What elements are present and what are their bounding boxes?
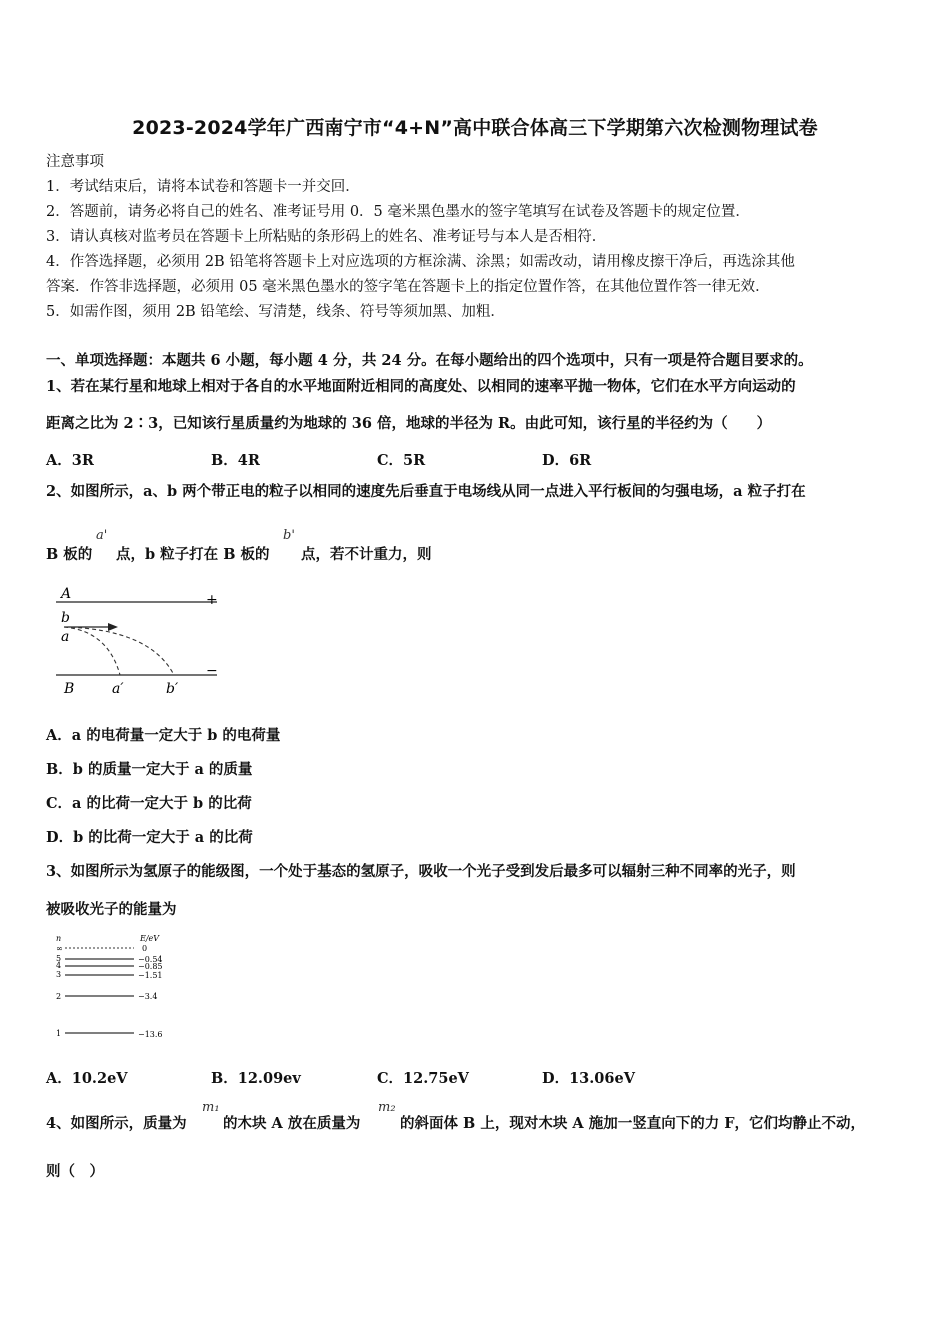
q4-m1: m₁ (202, 1100, 220, 1115)
q4-stem-part3: 的斜面体 B 上，现对木块 A 施加一竖直向下的力 F，它们均静止不动， (400, 1115, 866, 1132)
q2-option-d: D．b 的比荷一定大于 a 的比荷 (46, 829, 253, 846)
q2-stem-part2: 点，b 粒子打在 B 板的 (116, 546, 270, 563)
q2-option-c: C．a 的比荷一定大于 b 的比荷 (46, 795, 252, 812)
level-n: 2 (56, 992, 62, 1001)
notice-item: 5．如需作图，须用 2B 铅笔绘、写清楚，线条、符号等须加黑、加粗． (46, 304, 505, 320)
b-prime-label: b′ (166, 681, 179, 697)
trajectory-a (64, 627, 120, 675)
section-heading: 一、单项选择题：本题共 6 小题，每小题 4 分，共 24 分。在每小题给出的四个选项中，只有一项是符合题目要求的。 (46, 352, 813, 369)
level-n: 1 (56, 1029, 62, 1038)
level-energy: −0.54 (138, 955, 163, 964)
level-energy: −0.85 (138, 962, 163, 971)
q3-option-a: A．10.2eV (46, 1070, 128, 1087)
page-title: 2023-2024学年广西南宁市“4+N”高中联合体高三下学期第六次检测物理试卷 (132, 117, 818, 139)
notice-item: 4．作答选择题，必须用 2B 铅笔将答题卡上对应选项的方框涂满、涂黑；如需改动，请用橡皮擦干净后，再选涂其他 (46, 254, 795, 270)
particle-a-label: a (61, 629, 70, 645)
notice-item: 答案．作答非选择题，必须用 05 毫米黑色墨水的签字笔在答题卡上的指定位置作答，在其他位置作答一律无效． (46, 279, 770, 295)
level-energy: −13.6 (138, 1030, 163, 1039)
notice-heading: 注意事项 (46, 154, 104, 170)
q4-m2: m₂ (378, 1100, 396, 1115)
q1-stem-line2: 距离之比为 2∶3，已知该行星质量约为地球的 36 倍，地球的半径为 R。由此可知，该行星的半径约为（ ） (46, 415, 772, 432)
q4-stem-part2: 的木块 A 放在质量为 (223, 1115, 361, 1132)
notice-item: 3．请认真核对监考员在答题卡上所粘贴的条形码上的姓名、准考证号与本人是否相符． (46, 229, 607, 245)
plate-b-label: B (64, 681, 75, 697)
a-prime-label: a′ (112, 681, 124, 697)
q3-stem-line2: 被吸收光子的能量为 (46, 901, 177, 918)
notice-item: 2．答题前，请务必将自己的姓名、准考证号用 0．5 毫米黑色墨水的签字笔填写在试卷及答题卡的规定位置． (46, 204, 750, 220)
q3-option-d: D．13.06eV (542, 1070, 635, 1087)
level-n: 3 (56, 970, 62, 979)
q2-option-b: B．b 的质量一定大于 a 的质量 (46, 761, 253, 778)
level-n: 5 (56, 954, 62, 963)
q3-stem-line1: 3、如图所示为氢原子的能级图，一个处于基态的氢原子，吸收一个光子受到发后最多可以辐射三种不同率的光子，则 (46, 863, 796, 880)
level-energy: −1.51 (138, 971, 163, 980)
q3-option-b: B．12.09ev (211, 1070, 301, 1087)
q2-stem-part1: B 板的 (46, 546, 93, 563)
q1-option-d: D．6R (542, 452, 592, 469)
plus-sign: + (206, 592, 218, 608)
trajectory-b (64, 627, 174, 675)
n-header: n (56, 934, 62, 943)
q1-stem-line1: 1、若在某行星和地球上相对于各自的水平地面附近相同的高度处、以相同的速率平抛一物体，它们在水平方向运动的 (46, 378, 796, 395)
q2-field-diagram (50, 583, 225, 698)
q2-sup-b-prime: b' (283, 528, 295, 543)
velocity-arrowhead (108, 623, 118, 631)
q1-option-b: B．4R (211, 452, 260, 469)
q2-sup-a-prime: a' (96, 528, 108, 543)
plate-a-label: A (61, 586, 72, 602)
q3-energy-level-diagram (52, 930, 177, 1045)
q1-option-a: A．3R (46, 452, 94, 469)
q2-stem-part3: 点，若不计重力，则 (301, 546, 432, 563)
q4-stem-line2: 则（ ） (46, 1163, 104, 1180)
q3-option-c: C．12.75eV (377, 1070, 469, 1087)
q2-option-a: A．a 的电荷量一定大于 b 的电荷量 (46, 727, 281, 744)
level-n: 4 (56, 961, 62, 970)
level-energy: 0 (142, 944, 148, 953)
level-n: ∞ (56, 944, 63, 953)
q4-stem-part1: 4、如图所示，质量为 (46, 1115, 187, 1132)
minus-sign: − (206, 663, 218, 679)
q2-stem-line1: 2、如图所示，a、b 两个带正电的粒子以相同的速度先后垂直于电场线从同一点进入平行板间的匀强电场，a 粒子打在 (46, 483, 806, 500)
q1-option-c: C．5R (377, 452, 426, 469)
particle-b-label: b (61, 610, 70, 626)
notice-item: 1．考试结束后，请将本试卷和答题卡一并交回． (46, 179, 360, 195)
e-header: E/eV (140, 934, 160, 943)
level-energy: −3.4 (138, 992, 158, 1001)
